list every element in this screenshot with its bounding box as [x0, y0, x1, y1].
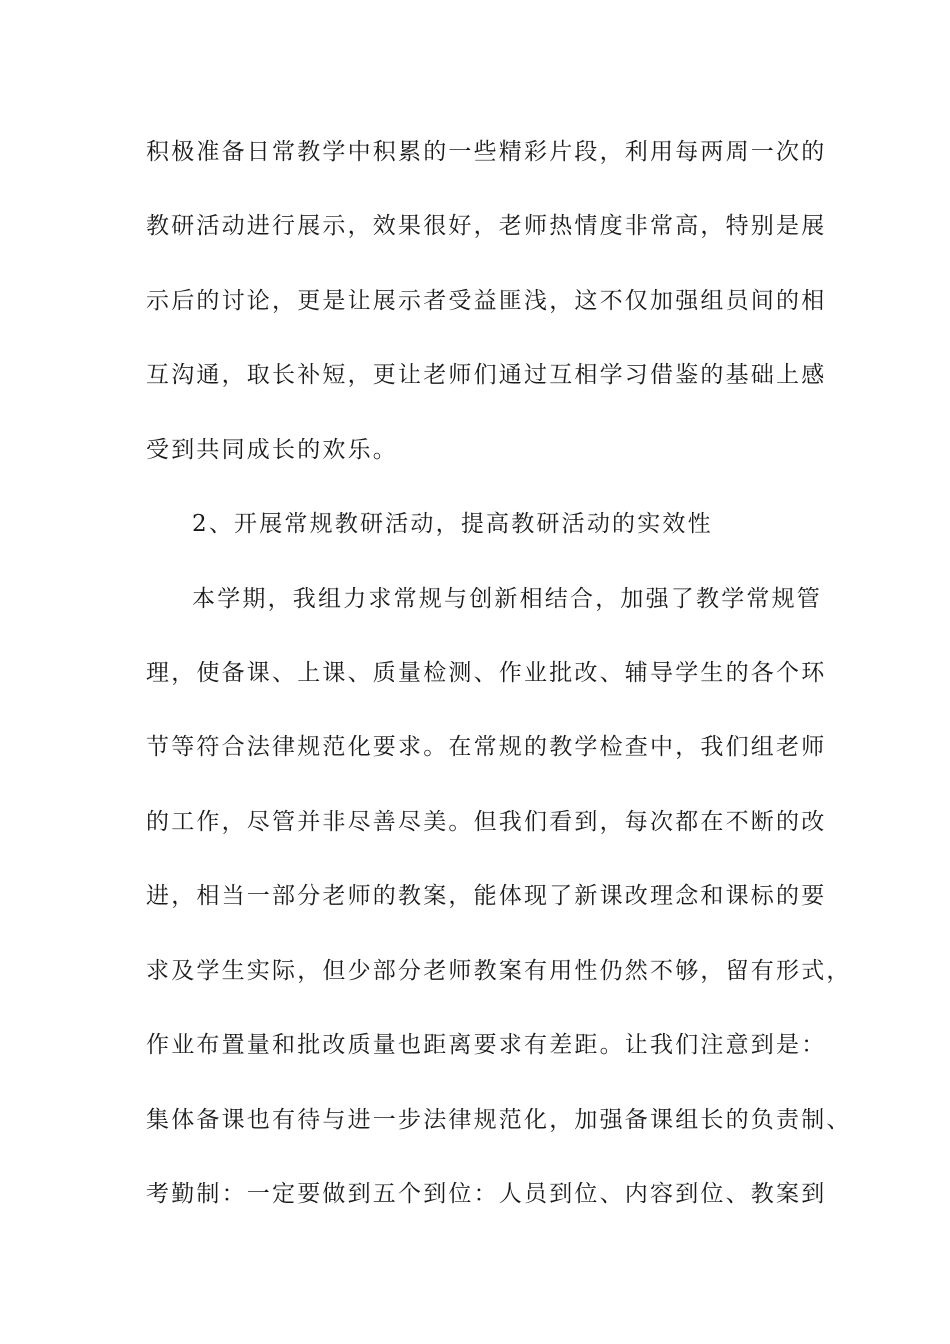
text-line: 互沟通，取长补短，更让老师们通过互相学习借鉴的基础上感: [146, 362, 827, 388]
text-line: 求及学生实际，但少部分老师教案有用性仍然不够，留有形式，: [146, 958, 852, 984]
text-line: 积极准备日常教学中积累的一些精彩片段，利用每两周一次的: [146, 139, 827, 165]
text-line: 理，使备课、上课、质量检测、作业批改、辅导学生的各个环: [146, 660, 827, 686]
section-heading: 2、开展常规教研活动，提高教研活动的实效性: [192, 511, 713, 537]
text-line: 教研活动进行展示，效果很好，老师热情度非常高，特别是展: [146, 213, 827, 239]
text-line: 的工作，尽管并非尽善尽美。但我们看到，每次都在不断的改: [146, 809, 827, 835]
text-line: 节等符合法律规范化要求。在常规的教学检查中，我们组老师: [146, 734, 827, 760]
text-line: 受到共同成长的欢乐。: [146, 437, 398, 463]
text-line: 考勤制：一定要做到五个到位：人员到位、内容到位、教案到: [146, 1181, 827, 1207]
text-line: 进，相当一部分老师的教案，能体现了新课改理念和课标的要: [146, 883, 827, 909]
text-line: 示后的讨论，更是让展示者受益匪浅，这不仅加强组员间的相: [146, 288, 827, 314]
text-line: 集体备课也有待与进一步法律规范化，加强备课组长的负责制、: [146, 1107, 852, 1133]
text-line: 作业布置量和批改质量也距离要求有差距。让我们注意到是：: [146, 1032, 827, 1058]
text-line: 本学期，我组力求常规与创新相结合，加强了教学常规管: [192, 586, 822, 612]
